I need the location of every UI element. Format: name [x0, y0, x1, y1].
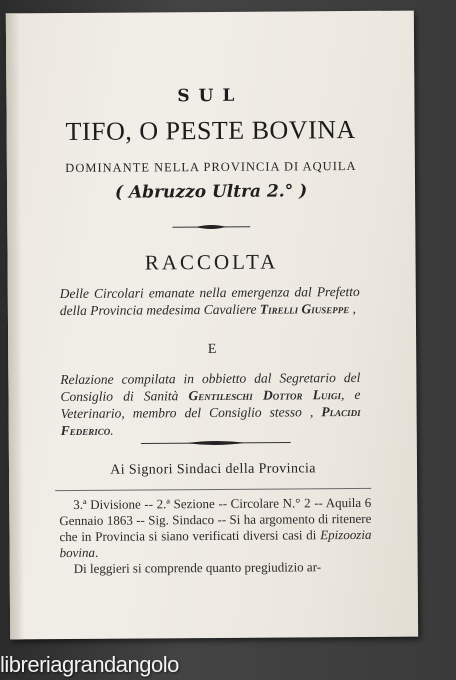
- author-name: Placidi Federico: [60, 403, 361, 439]
- punctuation: .: [94, 544, 99, 560]
- divider: [55, 488, 371, 491]
- paragraph-relazione: [60, 369, 360, 439]
- paragraph-text: Delle Circolari emanate nella emergenza dal Prefetto della Provincia medesima Cavaliere: [59, 283, 360, 319]
- body-line: Di leggieri si comprende quanto pregiudizio ar-: [73, 559, 322, 576]
- paragraph-text: Relazione compilata in obbietto dal Segretario del Consiglio di Sanità: [60, 369, 361, 405]
- body-italic: Epizoozia bovina: [59, 526, 372, 561]
- conjunction: E: [207, 341, 217, 358]
- body-line: 3.ª Divisione -- 2.ª Sezione -- Circolare N.° 2 -- Aquila 6 Gennaio 1863 -- Sig. Sindaco -- Si ha argomento di ritenere che in Provincia si siano verificati diversi casi di: [59, 494, 372, 545]
- paragraph-circolari: [60, 283, 360, 319]
- addressee: Ai Signori Sindaci della Provincia: [110, 461, 316, 478]
- subtitle: DOMINANTE NELLA PROVINCIA DI AQUILA: [65, 158, 357, 176]
- ornamental-rule: [172, 224, 250, 231]
- section-heading: RACCOLTA: [144, 249, 279, 275]
- author-name: Tirelli Giuseppe: [259, 301, 350, 317]
- body-paragraph: [60, 559, 372, 577]
- watermark: libreriagrandangolo: [0, 652, 179, 677]
- ornamental-rule: [141, 439, 291, 446]
- paragraph-text: , e Veterinario, membro del Consiglio stesso ,: [60, 386, 361, 422]
- body-paragraph: [59, 495, 371, 561]
- punctuation: ,: [349, 300, 357, 317]
- punctuation: .: [110, 422, 114, 438]
- body-text: [59, 495, 372, 577]
- author-name: Gentileschi Dottor Luigi: [188, 387, 341, 404]
- subtitle-region: ( Abruzzo Ultra 2.° ): [114, 181, 308, 203]
- page-title: TIFO, O PESTE BOVINA: [65, 114, 356, 147]
- heading-sul: SUL: [177, 85, 244, 107]
- book-page: [6, 11, 418, 640]
